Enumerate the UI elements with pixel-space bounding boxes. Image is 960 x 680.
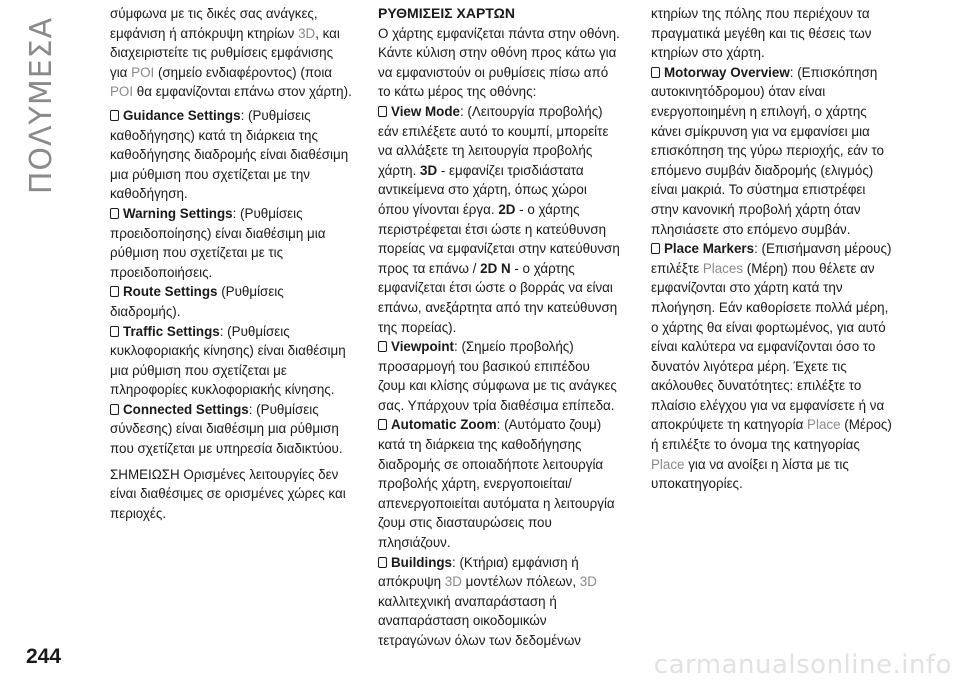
text-run: Buildings bbox=[391, 554, 452, 570]
text-column-2 bbox=[378, 4, 620, 651]
text-run: 3D bbox=[420, 162, 438, 178]
note-paragraph: ΣΗΜΕΙΩΣΗ Ορισμένες λειτουργίες δεν είναι διαθέσιμες σε ορισμένες χώρες και περιοχές. bbox=[110, 466, 346, 521]
checkbox-icon bbox=[378, 557, 387, 568]
section-heading: ΡΥΘΜΙΣΕΙΣ ΧΑΡΤΩΝ bbox=[378, 5, 515, 21]
text-run: POI bbox=[110, 84, 134, 100]
text-run: 3D bbox=[444, 574, 462, 590]
settings-item bbox=[110, 106, 352, 204]
checkbox-icon bbox=[378, 341, 387, 352]
settings-item-desc: : (Ρυθμίσεις προειδοποίησης) είναι διαθέσιμη μια ρύθμιση που σχετίζεται με τις προειδοποιήσεις. bbox=[110, 205, 326, 280]
settings-item bbox=[110, 282, 352, 321]
checkbox-icon bbox=[110, 404, 119, 415]
automatic-zoom-item bbox=[378, 415, 620, 552]
text-run: (σημείο ενδιαφέροντος) (ποια bbox=[154, 64, 333, 80]
col1-intro bbox=[110, 4, 352, 102]
text-run: POI bbox=[131, 64, 155, 80]
text-run: Place bbox=[651, 456, 685, 472]
text-run: 2D N bbox=[480, 260, 511, 276]
checkbox-icon bbox=[110, 326, 119, 337]
text-run: Motorway Overview bbox=[664, 64, 790, 80]
checkbox-icon bbox=[651, 243, 660, 254]
checkbox-icon bbox=[651, 67, 660, 78]
text-run: θα εμφανίζονται επάνω στον χάρτη). bbox=[133, 84, 352, 100]
watermark: carmanualsonline.info bbox=[653, 650, 952, 680]
settings-item-label: Warning Settings bbox=[123, 205, 233, 221]
text-run: : (Επισήμανση μέρους) επιλέξτε bbox=[651, 241, 892, 276]
settings-item-label: Route Settings bbox=[123, 284, 218, 300]
settings-item-desc: : (Ρυθμίσεις κυκλοφοριακής κίνησης) είναι διαθέσιμη μια ρύθμιση που σχετίζεται με πληροφορίες κυκλοφοριακής κίνησης. bbox=[110, 323, 346, 398]
text-run: : (Σημείο προβολής) προσαρμογή του βασικού επιπέδου ζουμ και κλίσης σύμφωνα με τις ανάγκες σας. Υπάρχουν τρία διαθέσιμα επίπεδα. bbox=[378, 339, 617, 413]
place-markers-item bbox=[651, 239, 893, 494]
text-run: 3D bbox=[579, 574, 597, 590]
settings-item bbox=[110, 204, 352, 282]
text-run: - ο χάρτης εμφανίζεται έτσι ώστε ο βορράς να είναι επάνω, ανεξάρτητα από την κατεύθυνση της πορείας). bbox=[378, 260, 618, 335]
text-run: μοντέλων πόλεων, bbox=[461, 574, 580, 590]
text-run: : (Κτήρια) εμφάνιση ή απόκρυψη bbox=[378, 554, 579, 590]
settings-item-label: Traffic Settings bbox=[123, 323, 220, 339]
text-run: - ο χάρτης περιστρέφεται έτσι ώστε η κατεύθυνση πορείας να εμφανίζεται στην κατεύθυνση προς τα επάνω / bbox=[378, 201, 620, 276]
checkbox-icon bbox=[378, 106, 387, 117]
text-run: 2D bbox=[498, 201, 516, 217]
text-run: : (Επισκόπηση αυτοκινητόδρομου) όταν είναι ενεργοποιημένη η επιλογή, ο χάρτης κάνει σμίκρυνση για να εμφανίσει μια επισκόπηση της γύρω περιοχής, εάν το επόμενο συμβάν διαδρομής (ελιγμός) είναι μακριά. Το σύστημα επιστρέφει στην κανονική προβολή χάρτη όταν πλησιάσετε στο επόμενο συμβάν. bbox=[651, 64, 885, 237]
text-column-1 bbox=[110, 4, 352, 527]
text-run: View Mode bbox=[391, 103, 460, 119]
page-number: 244 bbox=[26, 645, 62, 668]
col2-intro: Ο χάρτης εμφανίζεται πάντα στην οθόνη. Κάντε κύλιση στην οθόνη προς κάτω για να εμφανιστούν οι ρυθμίσεις πίσω από το κάτω μέρος της οθόνης: bbox=[378, 25, 620, 100]
checkbox-icon bbox=[110, 110, 119, 121]
text-run: καλλιτεχνική αναπαράσταση ή αναπαράσταση οικοδομικών τετραγώνων όλων των δεδομένων bbox=[378, 593, 582, 648]
col3-intro: κτηρίων της πόλης που περιέχουν τα πραγματικά μεγέθη και τις θέσεις των κτηρίων στο χάρτη. bbox=[651, 6, 872, 61]
settings-item-desc: : (Ρυθμίσεις καθοδήγησης) κατά τη διάρκεια της καθοδήγησης διαδρομής είναι διαθέσιμη μια ρύθμιση που σχετίζεται με την καθοδήγηση. bbox=[110, 107, 349, 202]
section-title-text: ΠΟΛΥΜΕΣΑ bbox=[24, 16, 60, 194]
text-column-3 bbox=[651, 4, 893, 494]
settings-item bbox=[110, 322, 352, 400]
text-run: Place bbox=[807, 417, 841, 433]
text-run: , και διαχειριστείτε τις ρυθμίσεις εμφάνισης για bbox=[110, 25, 340, 80]
text-run: Automatic Zoom bbox=[391, 417, 497, 433]
text-run: σύμφωνα με τις δικές σας ανάγκες, εμφάνιση ή απόκρυψη κτηρίων bbox=[110, 6, 318, 41]
view-mode-item bbox=[378, 102, 620, 337]
text-run: (Μέρη) που θέλετε αν εμφανίζονται στο χάρτη κατά την πλοήγηση. Εάν καθορίσετε πολλά μέρη, ο χάρτης θα είναι φορτωμένος, για αυτό είναι καλύτερα να εμφανίζονται όσο το δυνατόν λιγότερα μέρη. Έχετε τις ακόλουθες δυνατότητες: επιλέξτε το πλαίσιο ελέγχου για να εμφανίσετε ή να αποκρύψετε τη κατηγορία bbox=[651, 260, 889, 433]
settings-item-label: Guidance Settings bbox=[123, 107, 241, 123]
text-run: : (Αυτόματο ζουμ) κατά τη διάρκεια της καθοδήγησης διαδρομής σε οποιαδήποτε λειτουργία προβολής χάρτη, ενεργοποιείται/απενεργοποιείται αυτόματα η λειτουργία ζουμ στις διασταυρώσεις που πλησιάζουν. bbox=[378, 417, 615, 551]
settings-item-desc: : (Ρυθμίσεις σύνδεσης) είναι διαθέσιμη μια ρύθμιση που σχετίζεται με υπηρεσία διαδικτύου. bbox=[110, 401, 343, 457]
settings-item-desc: (Ρυθμίσεις διαδρομής). bbox=[110, 284, 284, 319]
settings-item-label: Connected Settings bbox=[123, 401, 249, 417]
checkbox-icon bbox=[110, 208, 119, 219]
text-run: Viewpoint bbox=[391, 339, 454, 355]
section-side-title bbox=[18, 16, 66, 194]
text-run: Place Markers bbox=[664, 241, 755, 257]
text-run: Places bbox=[702, 260, 744, 276]
buildings-item bbox=[378, 553, 620, 651]
motorway-overview-item bbox=[651, 63, 893, 239]
checkbox-icon bbox=[378, 419, 387, 430]
viewpoint-item bbox=[378, 337, 620, 415]
settings-item bbox=[110, 400, 352, 459]
text-run: 3D bbox=[298, 25, 316, 41]
text-run: : (Λειτουργία προβολής) εάν επιλέξετε αυτό το κουμπί, μπορείτε να αλλάξετε τη λειτουργία προβολής χάρτη. bbox=[378, 103, 609, 178]
text-run: (Μέρος) ή επιλέξτε το όνομα της κατηγορίας bbox=[651, 417, 892, 453]
text-run: για να ανοίξει η λίστα με τις υποκατηγορίες. bbox=[651, 456, 849, 492]
text-run: - εμφανίζει τρισδιάστατα αντικείμενα στο χάρτη, όπως χώροι όπου γίνονται έργα. bbox=[378, 162, 587, 217]
checkbox-icon bbox=[110, 286, 119, 297]
